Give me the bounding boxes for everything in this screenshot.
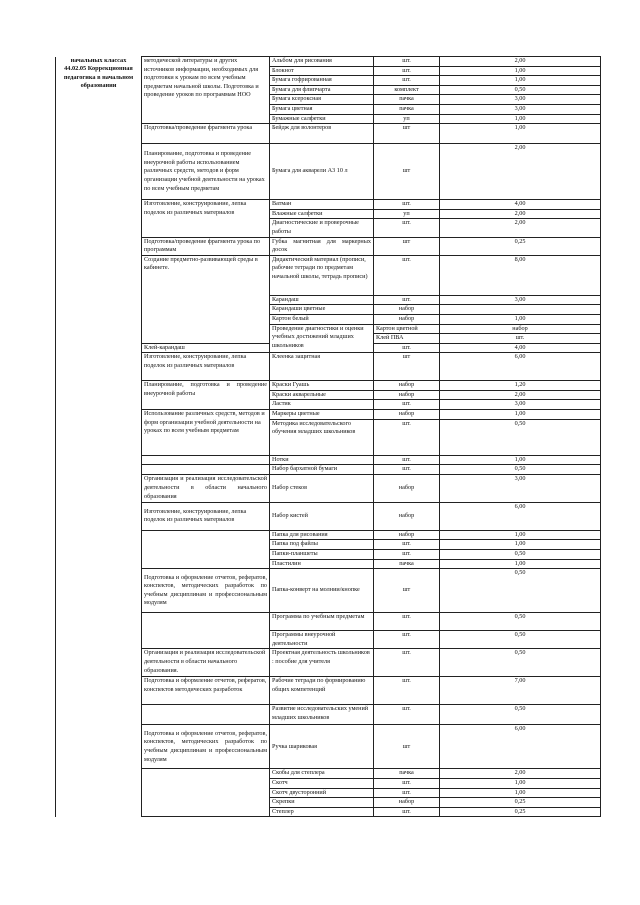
quantity-cell: 2,00 (440, 144, 601, 200)
unit-cell: набор (374, 314, 440, 324)
item-cell: Степлер (270, 807, 374, 817)
quantity-cell: 2,00 (440, 769, 601, 779)
quantity-cell: 0,50 (440, 569, 601, 613)
quantity-cell: 3,00 (440, 95, 601, 105)
unit-cell: пачка (374, 95, 440, 105)
quantity-cell: 4,00 (440, 200, 601, 210)
quantity-cell: 3,00 (440, 295, 601, 305)
unit-cell: шт. (374, 57, 440, 67)
item-cell: Программа по учебным предметам (270, 613, 374, 631)
item-cell: Методика исследовательского обучения младших школьников (270, 419, 374, 455)
unit-cell: шт. (374, 255, 440, 295)
quantity-cell (440, 305, 601, 315)
activity-cell: Создание предметно-развивающей среды в кабинете. (142, 255, 270, 343)
activity-cell: Подготовка/проведение фрагмента урока по программам (142, 237, 270, 255)
unit-cell: шт. (440, 334, 601, 344)
unit-cell: шт (374, 144, 440, 200)
item-cell: Развитие исследовательских умений младших школьников (270, 705, 374, 725)
item-cell: Проектная деятельность школьников : пособие для учителя (270, 649, 374, 677)
program-line: начальных классах (70, 56, 127, 64)
unit-cell: шт. (374, 540, 440, 550)
unit-cell: шт. (374, 455, 440, 465)
item-cell: Диагностические и проверочные работы (270, 219, 374, 237)
item-cell: Бейдж для волонтеров (270, 124, 374, 144)
item-cell: Бумага для флипчарта (270, 85, 374, 95)
item-cell: Клей ПВА (374, 334, 440, 344)
activity-cell (142, 465, 270, 475)
unit-cell: шт. (374, 465, 440, 475)
item-cell: Карандаши цветные (270, 305, 374, 315)
quantity-cell: 0,50 (440, 550, 601, 560)
unit-cell: набор (440, 324, 601, 334)
activity-cell: Организация и реализация исследовательской деятельности в области начального образования. (142, 649, 270, 677)
item-cell: Краски акварельные (270, 390, 374, 400)
table-row (56, 57, 601, 67)
item-cell: Набор стеков (270, 474, 374, 502)
activity-cell: Планирование, подготовка и проведение внеурочной работы использованием различных средств, методов и форм организации учебной деятельности на уроках по всем учебным предметам (142, 144, 270, 200)
item-cell: Ластик (270, 400, 374, 410)
unit-cell: набор (374, 474, 440, 502)
activity-cell: Подготовка и оформление отчетов, рефератов, конспектов, методических разработок по учебным дисциплинам и профессиональным модулям (142, 569, 270, 613)
item-cell: Бумага для акварели А3 10 л (270, 144, 374, 200)
unit-cell: пачка (374, 769, 440, 779)
unit-cell: шт. (374, 613, 440, 631)
item-cell: Губка магнитная для маркерных досок (270, 237, 374, 255)
quantity-cell: 0,50 (440, 465, 601, 475)
item-cell: Клей-карандаш (142, 343, 270, 353)
quantity-cell: 1,00 (440, 66, 601, 76)
quantity-cell: 1,00 (440, 779, 601, 789)
unit-cell: набор (374, 305, 440, 315)
activity-cell: методической литературы и других источников информации, необходимых для подготовки к урокам по всем учебным предметам начальной школы. Подготовка и проведение уроков по программам НОО (142, 57, 270, 124)
unit-cell: шт. (374, 295, 440, 305)
document-page (55, 56, 600, 817)
item-cell: Папка для рисования (270, 530, 374, 540)
item-cell: Рабочие тетради по формированию общих компетенций (270, 677, 374, 705)
unit-cell: шт (374, 569, 440, 613)
item-cell: Ватман (270, 200, 374, 210)
unit-cell: шт. (374, 400, 440, 410)
item-cell: Краски Гуашь (270, 381, 374, 391)
activity-cell (142, 705, 270, 725)
unit-cell: шт (374, 237, 440, 255)
unit-cell: шт. (374, 705, 440, 725)
quantity-cell: 2,00 (440, 390, 601, 400)
quantity-cell: 0,50 (440, 705, 601, 725)
quantity-cell: 1,00 (440, 314, 601, 324)
quantity-cell: 3,00 (440, 104, 601, 114)
unit-cell: шт. (374, 66, 440, 76)
unit-cell: набор (374, 798, 440, 808)
activity-cell: Изготовление, конструирование, лепка поделок из различных материалов (142, 200, 270, 237)
program-cell (56, 57, 142, 817)
unit-cell: шт. (374, 200, 440, 210)
quantity-cell: 1,00 (440, 76, 601, 86)
quantity-cell: 1,20 (440, 381, 601, 391)
item-cell: Набор бархатной бумаги (270, 465, 374, 475)
unit-cell: комплект (374, 85, 440, 95)
quantity-cell: 7,00 (440, 677, 601, 705)
quantity-cell: 1,00 (440, 455, 601, 465)
activity-cell (142, 613, 270, 649)
quantity-cell: 0,50 (440, 631, 601, 649)
unit-cell: уп (374, 114, 440, 124)
unit-cell: уп (374, 209, 440, 219)
unit-cell: набор (374, 502, 440, 530)
item-cell: Картон белый (270, 314, 374, 324)
unit-cell: шт (374, 725, 440, 769)
quantity-cell: 0,50 (440, 419, 601, 455)
unit-cell: шт. (374, 649, 440, 677)
unit-cell: набор (374, 381, 440, 391)
unit-cell: шт. (374, 550, 440, 560)
unit-cell: набор (374, 390, 440, 400)
activity-cell: Планирование, подготовка и проведение внеурочной работы (142, 381, 270, 410)
program-line: 44.02.05 Коррекционная (64, 65, 133, 73)
unit-cell: шт (374, 124, 440, 144)
quantity-cell: 6,00 (440, 725, 601, 769)
unit-cell: набор (374, 410, 440, 420)
item-cell: Бумага ксероксная (270, 95, 374, 105)
quantity-cell: 8,00 (440, 255, 601, 295)
item-cell: Картон цветной (374, 324, 440, 334)
activity-cell: Подготовка и оформление отчетов, рефератов, конспектов методических разработок (142, 677, 270, 705)
item-cell: Скрепки (270, 798, 374, 808)
unit-cell: шт. (374, 779, 440, 789)
materials-table (55, 56, 601, 817)
item-cell: Бумага гофрированная (270, 76, 374, 86)
item-cell: Влажные салфетки (270, 209, 374, 219)
unit-cell: шт. (374, 807, 440, 817)
unit-cell: шт. (374, 419, 440, 455)
activity-cell: Подготовка/проведение фрагмента урока (142, 124, 270, 144)
item-cell: Папка под файлы (270, 540, 374, 550)
activity-cell: Подготовка и оформление отчетов, рефератов, конспектов, методических разработок по учебным дисциплинам и профессиональным модулям (142, 725, 270, 769)
item-cell: Блокнот (270, 66, 374, 76)
quantity-cell: 1,00 (440, 114, 601, 124)
quantity-cell: 1,00 (440, 559, 601, 569)
item-cell: Бумага цветная (270, 104, 374, 114)
item-cell: Скобы для степлера (270, 769, 374, 779)
program-line: педагогика в начальном (63, 73, 134, 81)
activity-cell: Изготовление, конструирование, лепка поделок из различных материалов (142, 353, 270, 381)
unit-cell: шт. (374, 677, 440, 705)
quantity-cell: 0,25 (440, 798, 601, 808)
unit-cell: шт. (374, 219, 440, 237)
activity-cell: Изготовление, конструирование, лепка поделок из различных материалов (142, 502, 270, 530)
activity-cell (142, 530, 270, 568)
item-cell: Папки-планшеты (270, 550, 374, 560)
item-cell: Скотч двусторонний (270, 788, 374, 798)
activity-cell: Проведение диагностики и оценки учебных достижений младших школьников (270, 324, 374, 353)
item-cell: Клеенка защитная (270, 353, 374, 381)
unit-cell: шт (374, 353, 440, 381)
quantity-cell: 3,00 (440, 400, 601, 410)
quantity-cell: 6,00 (440, 502, 601, 530)
item-cell: Нотки (270, 455, 374, 465)
quantity-cell: 0,50 (440, 649, 601, 677)
item-cell: Папка-конверт на молнии/кнопке (270, 569, 374, 613)
unit-cell: набор (374, 530, 440, 540)
quantity-cell: 4,00 (440, 343, 601, 353)
item-cell: Ручка шариковая (270, 725, 374, 769)
quantity-cell: 2,00 (440, 219, 601, 237)
unit-cell: шт. (374, 788, 440, 798)
item-cell: Скотч (270, 779, 374, 789)
quantity-cell: 3,00 (440, 474, 601, 502)
item-cell: Набор кистей (270, 502, 374, 530)
unit-cell: пачка (374, 104, 440, 114)
quantity-cell: 1,00 (440, 530, 601, 540)
quantity-cell: 0,25 (440, 237, 601, 255)
unit-cell: шт. (374, 631, 440, 649)
quantity-cell: 0,50 (440, 613, 601, 631)
activity-cell (142, 455, 270, 465)
quantity-cell: 1,00 (440, 410, 601, 420)
activity-cell: Организация и реализация исследовательской деятельности в области начального образования (142, 474, 270, 502)
quantity-cell: 2,00 (440, 57, 601, 67)
quantity-cell: 1,00 (440, 540, 601, 550)
quantity-cell: 2,00 (440, 209, 601, 219)
quantity-cell: 1,00 (440, 124, 601, 144)
item-cell: Пластилин (270, 559, 374, 569)
unit-cell: шт. (374, 76, 440, 86)
unit-cell: пачка (374, 559, 440, 569)
quantity-cell: 6,00 (440, 353, 601, 381)
unit-cell: шт. (374, 343, 440, 353)
quantity-cell: 1,00 (440, 788, 601, 798)
item-cell: Программы внеурочной деятельности (270, 631, 374, 649)
activity-cell (142, 769, 270, 817)
item-cell: Альбом для рисования (270, 57, 374, 67)
item-cell: Маркеры цветные (270, 410, 374, 420)
quantity-cell: 0,25 (440, 807, 601, 817)
activity-cell: Использование различных средств, методов и форм организации учебной деятельности на уроках по всем учебным предметам (142, 410, 270, 456)
item-cell: Бумажные салфетки (270, 114, 374, 124)
item-cell: Карандаш (270, 295, 374, 305)
quantity-cell: 0,50 (440, 85, 601, 95)
item-cell: Дидактический материал (прописи, рабочие тетради по предметам начальной школы, тетрадь прописи) (270, 255, 374, 295)
program-line: образовании (80, 82, 117, 90)
